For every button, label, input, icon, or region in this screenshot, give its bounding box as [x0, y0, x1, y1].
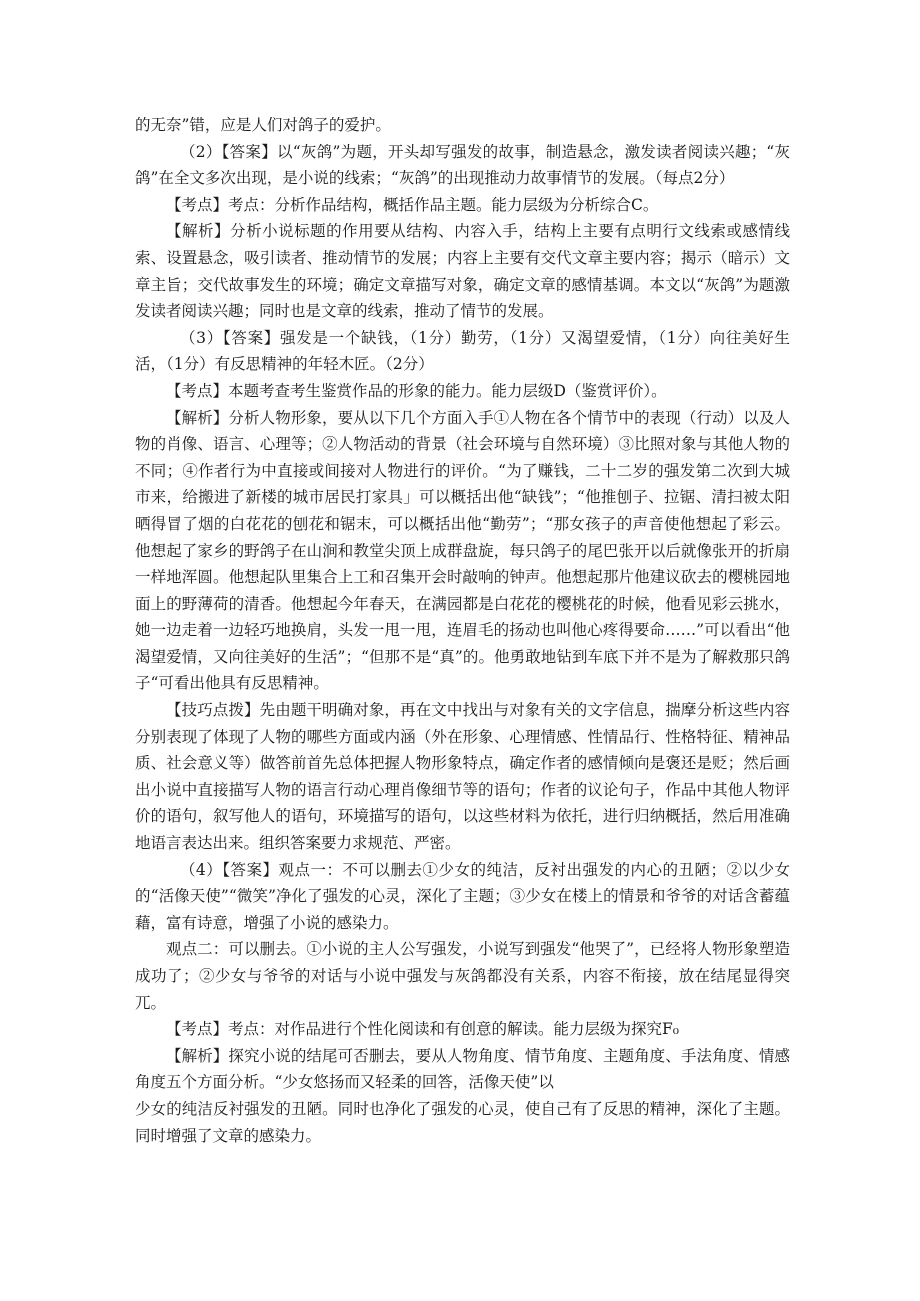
paragraph-continuation: 的无奈”错，应是人们对鸽子的爱护。	[135, 116, 391, 134]
paragraph-jiexi-3: 【解析】分析人物形象，要从以下几个方面入手①人物在各个情节中的表现（行动）以及人物的肖像、语言、心理等；②人物活动的背景（社会环境与自然环境）③比照对象与其他人物的不同；④作者行为中直接或间接对人物进行的评价。“为了赚钱，二十二岁的强发第二次到大城市来，给搬进了新楼的城市居民打家具」可以概括出他“缺钱”；“他推刨子、拉锯、清扫被太阳晒得冒了烟的白花花的刨花和锯末，可以概括出他“勤劳”；“那女孩子的声音使他想起了彩云。他想起了家乡的野鸽子在山涧和教堂尖顶上成群盘旋，每只鸽子的尾巴张开以后就像张开的折扇一样地浑圆。他想起队里集合上工和召集开会时敲响的钟声。他想起那片他建议砍去的樱桃园地面上的野薄荷的清香。他想起今年春天，在满园都是白花花的樱桃花的时候，他看见彩云挑水，她一边走着一边轻巧地换肩，头发一甩一甩，连眉毛的扬动也叫他心疼得要命……”可以看出“他渴望爱情，又向往美好的生活”；“但那不是“真”的。他勇敢地钻到车底下并不是为了解救那只鸽子“可看出他具有反思精神。	[135, 408, 790, 693]
paragraph-jiqiao-3: 【技巧点拨】先由题干明确对象，再在文中找出与对象有关的文字信息，揣摩分析这些内容分别表现了体现了人物的哪些方面或内涵（外在形象、心理情感、性情品行、性格特征、精神品质、社会意义等）做答前首先总体把握人物形象特点，确定作者的感情倾向是褒还是贬；然后画出小说中直接描写人物的语言行动心理肖像细节等的语句；作者的议论句子，作品中其他人物评价的语句，叙写他人的语句，环境描写的语句，以这些材料为依托，进行归纳概括，然后用准确地语言表达出来。组织答案要力求规范、严密。	[135, 701, 790, 853]
paragraph-jiexi-2: 【解析】分析小说标题的作用要从结构、内容入手，结构上主要有点明行文线索或感情线索、设置悬念，吸引读者、推动情节的发展；内容上主要有交代文章主要内容；揭示（暗示）文章主旨；交代故事发生的环境；确定文章描写对象，确定文章的感情基调。本文以“灰鸽”为题激发读者阅读兴趣；同时也是文章的线索，推动了情节的发展。	[135, 222, 790, 321]
document-page	[135, 112, 790, 1149]
paragraph-answer-2: （2）【答案】以“灰鸽”为题，开头却写强发的故事，制造悬念，激发读者阅读兴趣；“灰鸽”在全文多次出现，是小说的线索；“灰鸽”的出现推动力故事情节的发展。（每点2分）	[135, 142, 790, 188]
paragraph-answer-3: （3）【答案】强发是一个缺钱，（1分）勤劳，（1分）又渴望爱情，（1分）向往美好生活，（1分）有反思精神的年轻木匠。（2分）	[135, 328, 790, 374]
paragraph-kaodian-2: 【考点】考点：分析作品结构，概括作品主题。能力层级为分析综合C。	[166, 195, 659, 214]
paragraph-jiexi-4: 【解析】探究小说的结尾可否删去，要从人物角度、情节角度、主题角度、手法角度、情感角度五个方面分析。“少女悠扬而又轻柔的回答，活像天使”以	[135, 1046, 790, 1092]
paragraph-viewpoint-2: 观点二：可以删去。①小说的主人公写强发，小说写到强发“他哭了”，已经将人物形象塑造成功了；②少女与爷爷的对话与小说中强发与灰鸽都没有关系，内容不衔接，放在结尾显得突兀。	[135, 940, 790, 1012]
paragraph-kaodian-4: 【考点】考点：对作品进行个性化阅读和有创意的解读。能力层级为探究F₀	[166, 1020, 679, 1039]
paragraph-jiexi-4-continued: 少女的纯洁反衬强发的丑陋。同时也净化了强发的心灵，使自己有了反思的精神，深化了主题。同时增强了文章的感染力。	[135, 1099, 790, 1145]
paragraph-answer-4: （4）【答案】观点一：不可以删去①少女的纯洁，反衬出强发的内心的丑陋；②以少女的“活像天使”“微笑”净化了强发的心灵，深化了主题；③少女在楼上的情景和爷爷的对话含蓄蕴藉，富有诗意，增强了小说的感染力。	[135, 860, 790, 932]
paragraph-kaodian-3: 【考点】本题考查考生鉴赏作品的形象的能力。能力层级D（鉴赏评价）。	[166, 381, 667, 400]
